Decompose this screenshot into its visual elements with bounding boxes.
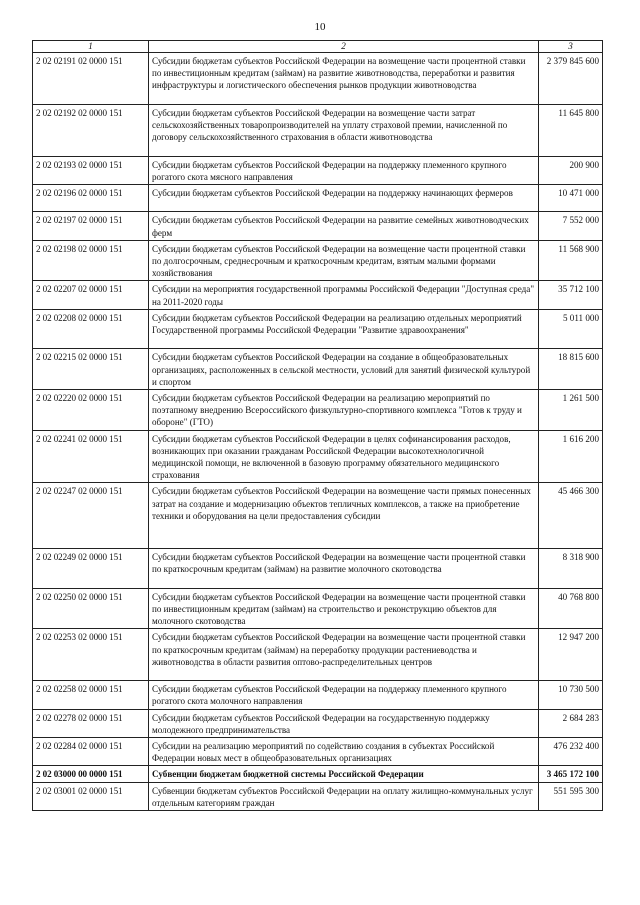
row-amount: 2 379 845 600 xyxy=(539,53,603,105)
row-name: Субсидии бюджетам субъектов Российской Федерации на развитие семейных животноводческих ферм xyxy=(149,212,539,240)
row-code: 2 02 02250 02 0000 151 xyxy=(33,588,149,629)
table-row xyxy=(33,104,603,156)
row-code: 2 02 02253 02 0000 151 xyxy=(33,629,149,681)
row-amount: 551 595 300 xyxy=(539,782,603,810)
row-code: 2 02 02207 02 0000 151 xyxy=(33,281,149,309)
row-amount: 10 471 000 xyxy=(539,185,603,212)
column-header-name: 2 xyxy=(149,41,539,53)
table-row xyxy=(33,629,603,681)
table-row xyxy=(33,782,603,810)
row-name: Субвенции бюджетам бюджетной системы Российской Федерации xyxy=(149,766,539,782)
table-row xyxy=(33,53,603,105)
row-amount: 5 011 000 xyxy=(539,309,603,349)
row-name: Субсидии бюджетам субъектов Российской Федерации на создание в общеобразовательных организациях, расположенных в сельской местности, условий для занятий физической культурой и спортом xyxy=(149,349,539,390)
table-row xyxy=(33,390,603,431)
table-row xyxy=(33,240,603,281)
row-name: Субсидии бюджетам субъектов Российской Федерации на возмещение части затрат сельскохозяйственных товаропроизводителей на уплату страховой премии, начисленной по договору сельскохозяйственного страхования в области животноводства xyxy=(149,104,539,156)
row-name: Субсидии бюджетам субъектов Российской Федерации в целях софинансирования расходов, возникающих при оказании гражданам Российской Федерации высокотехнологичной медицинской помощи, не включенной в базовую программу обязательного медицинского страхования xyxy=(149,430,539,483)
row-amount: 40 768 800 xyxy=(539,588,603,629)
row-code: 2 02 02278 02 0000 151 xyxy=(33,709,149,737)
row-amount: 476 232 400 xyxy=(539,738,603,766)
column-header-amount: 3 xyxy=(539,41,603,53)
row-code: 2 02 02208 02 0000 151 xyxy=(33,309,149,349)
row-code: 2 02 02258 02 0000 151 xyxy=(33,681,149,709)
row-code: 2 02 02249 02 0000 151 xyxy=(33,549,149,589)
row-name: Субсидии бюджетам субъектов Российской Федерации на возмещение части процентной ставки по долгосрочным, среднесрочным и краткосрочным кредитам, взятым малыми формами хозяйствования xyxy=(149,240,539,281)
row-code: 2 02 02241 02 0000 151 xyxy=(33,430,149,483)
row-amount: 11 645 800 xyxy=(539,104,603,156)
row-code: 2 02 02220 02 0000 151 xyxy=(33,390,149,431)
row-code: 2 02 02198 02 0000 151 xyxy=(33,240,149,281)
table-header-row xyxy=(33,41,603,53)
row-amount: 45 466 300 xyxy=(539,483,603,549)
row-amount: 200 900 xyxy=(539,156,603,184)
row-code: 2 02 03000 00 0000 151 xyxy=(33,766,149,782)
table-row xyxy=(33,309,603,349)
row-amount: 8 318 900 xyxy=(539,549,603,589)
row-amount: 1 261 500 xyxy=(539,390,603,431)
row-code: 2 02 02191 02 0000 151 xyxy=(33,53,149,105)
row-name: Субсидии на реализацию мероприятий по содействию создания в субъектах Российской Федерации новых мест в общеобразовательных организациях xyxy=(149,738,539,766)
table-row xyxy=(33,766,603,782)
budget-table xyxy=(32,40,603,811)
table-row xyxy=(33,681,603,709)
row-amount: 11 568 900 xyxy=(539,240,603,281)
row-amount: 35 712 100 xyxy=(539,281,603,309)
row-name: Субсидии бюджетам субъектов Российской Федерации на возмещение части процентной ставки по инвестиционным кредитам (займам) на развитие животноводства, переработки и развития инфраструктуры и логистического обеспечения рынков продукции животноводства xyxy=(149,53,539,105)
row-amount: 12 947 200 xyxy=(539,629,603,681)
page-number: 10 xyxy=(314,21,326,33)
row-code: 2 02 02284 02 0000 151 xyxy=(33,738,149,766)
row-amount: 1 616 200 xyxy=(539,430,603,483)
row-amount: 2 684 283 xyxy=(539,709,603,737)
row-amount: 10 730 500 xyxy=(539,681,603,709)
row-code: 2 02 02192 02 0000 151 xyxy=(33,104,149,156)
row-name: Субсидии бюджетам субъектов Российской Федерации на реализацию отдельных мероприятий Государственной программы Российской Федерации "Развитие здравоохранения" xyxy=(149,309,539,349)
table-row xyxy=(33,709,603,737)
row-name: Субсидии бюджетам субъектов Российской Федерации на поддержку племенного крупного рогатого скота молочного направления xyxy=(149,681,539,709)
row-code: 2 02 02197 02 0000 151 xyxy=(33,212,149,240)
row-code: 2 02 03001 02 0000 151 xyxy=(33,782,149,810)
table-row xyxy=(33,349,603,390)
row-name: Субвенции бюджетам субъектов Российской Федерации на оплату жилищно-коммунальных услуг отдельным категориям граждан xyxy=(149,782,539,810)
row-code: 2 02 02193 02 0000 151 xyxy=(33,156,149,184)
table-row xyxy=(33,281,603,309)
table-row xyxy=(33,483,603,549)
row-name: Субсидии бюджетам субъектов Российской Федерации на поддержку начинающих фермеров xyxy=(149,185,539,212)
row-code: 2 02 02196 02 0000 151 xyxy=(33,185,149,212)
row-name: Субсидии бюджетам субъектов Российской Федерации на возмещение части прямых понесенных затрат на создание и модернизацию объектов тепличных комплексов, а также на приобретение техники и оборудования на цели предоставления субсидии xyxy=(149,483,539,549)
table-row xyxy=(33,185,603,212)
row-code: 2 02 02247 02 0000 151 xyxy=(33,483,149,549)
row-name: Субсидии бюджетам субъектов Российской Федерации на возмещение части процентной ставки по краткосрочным кредитам (займам) на переработку продукции растениеводства и животноводства в области развития оптово-распределительных центров xyxy=(149,629,539,681)
row-amount: 18 815 600 xyxy=(539,349,603,390)
row-code: 2 02 02215 02 0000 151 xyxy=(33,349,149,390)
row-name: Субсидии бюджетам субъектов Российской Федерации на реализацию мероприятий по поэтапному внедрению Всероссийского физкультурно-спортивного комплекса "Готов к труду и обороне" (ГТО) xyxy=(149,390,539,431)
table-row xyxy=(33,430,603,483)
row-name: Субсидии бюджетам субъектов Российской Федерации на возмещение части процентной ставки по краткосрочным кредитам (займам) на развитие молочного скотоводства xyxy=(149,549,539,589)
table-row xyxy=(33,212,603,240)
row-name: Субсидии бюджетам субъектов Российской Федерации на возмещение части процентной ставки по инвестиционным кредитам (займам) на строительство и реконструкцию объектов для молочного скотоводства xyxy=(149,588,539,629)
column-header-code: 1 xyxy=(33,41,149,53)
table-row xyxy=(33,738,603,766)
table-row xyxy=(33,549,603,589)
table-row xyxy=(33,156,603,184)
row-amount: 3 465 172 100 xyxy=(539,766,603,782)
row-amount: 7 552 000 xyxy=(539,212,603,240)
row-name: Субсидии на мероприятия государственной программы Российской Федерации "Доступная среда" на 2011-2020 годы xyxy=(149,281,539,309)
row-name: Субсидии бюджетам субъектов Российской Федерации на государственную поддержку молодежного предпринимательства xyxy=(149,709,539,737)
table-row xyxy=(33,588,603,629)
row-name: Субсидии бюджетам субъектов Российской Федерации на поддержку племенного крупного рогатого скота мясного направления xyxy=(149,156,539,184)
